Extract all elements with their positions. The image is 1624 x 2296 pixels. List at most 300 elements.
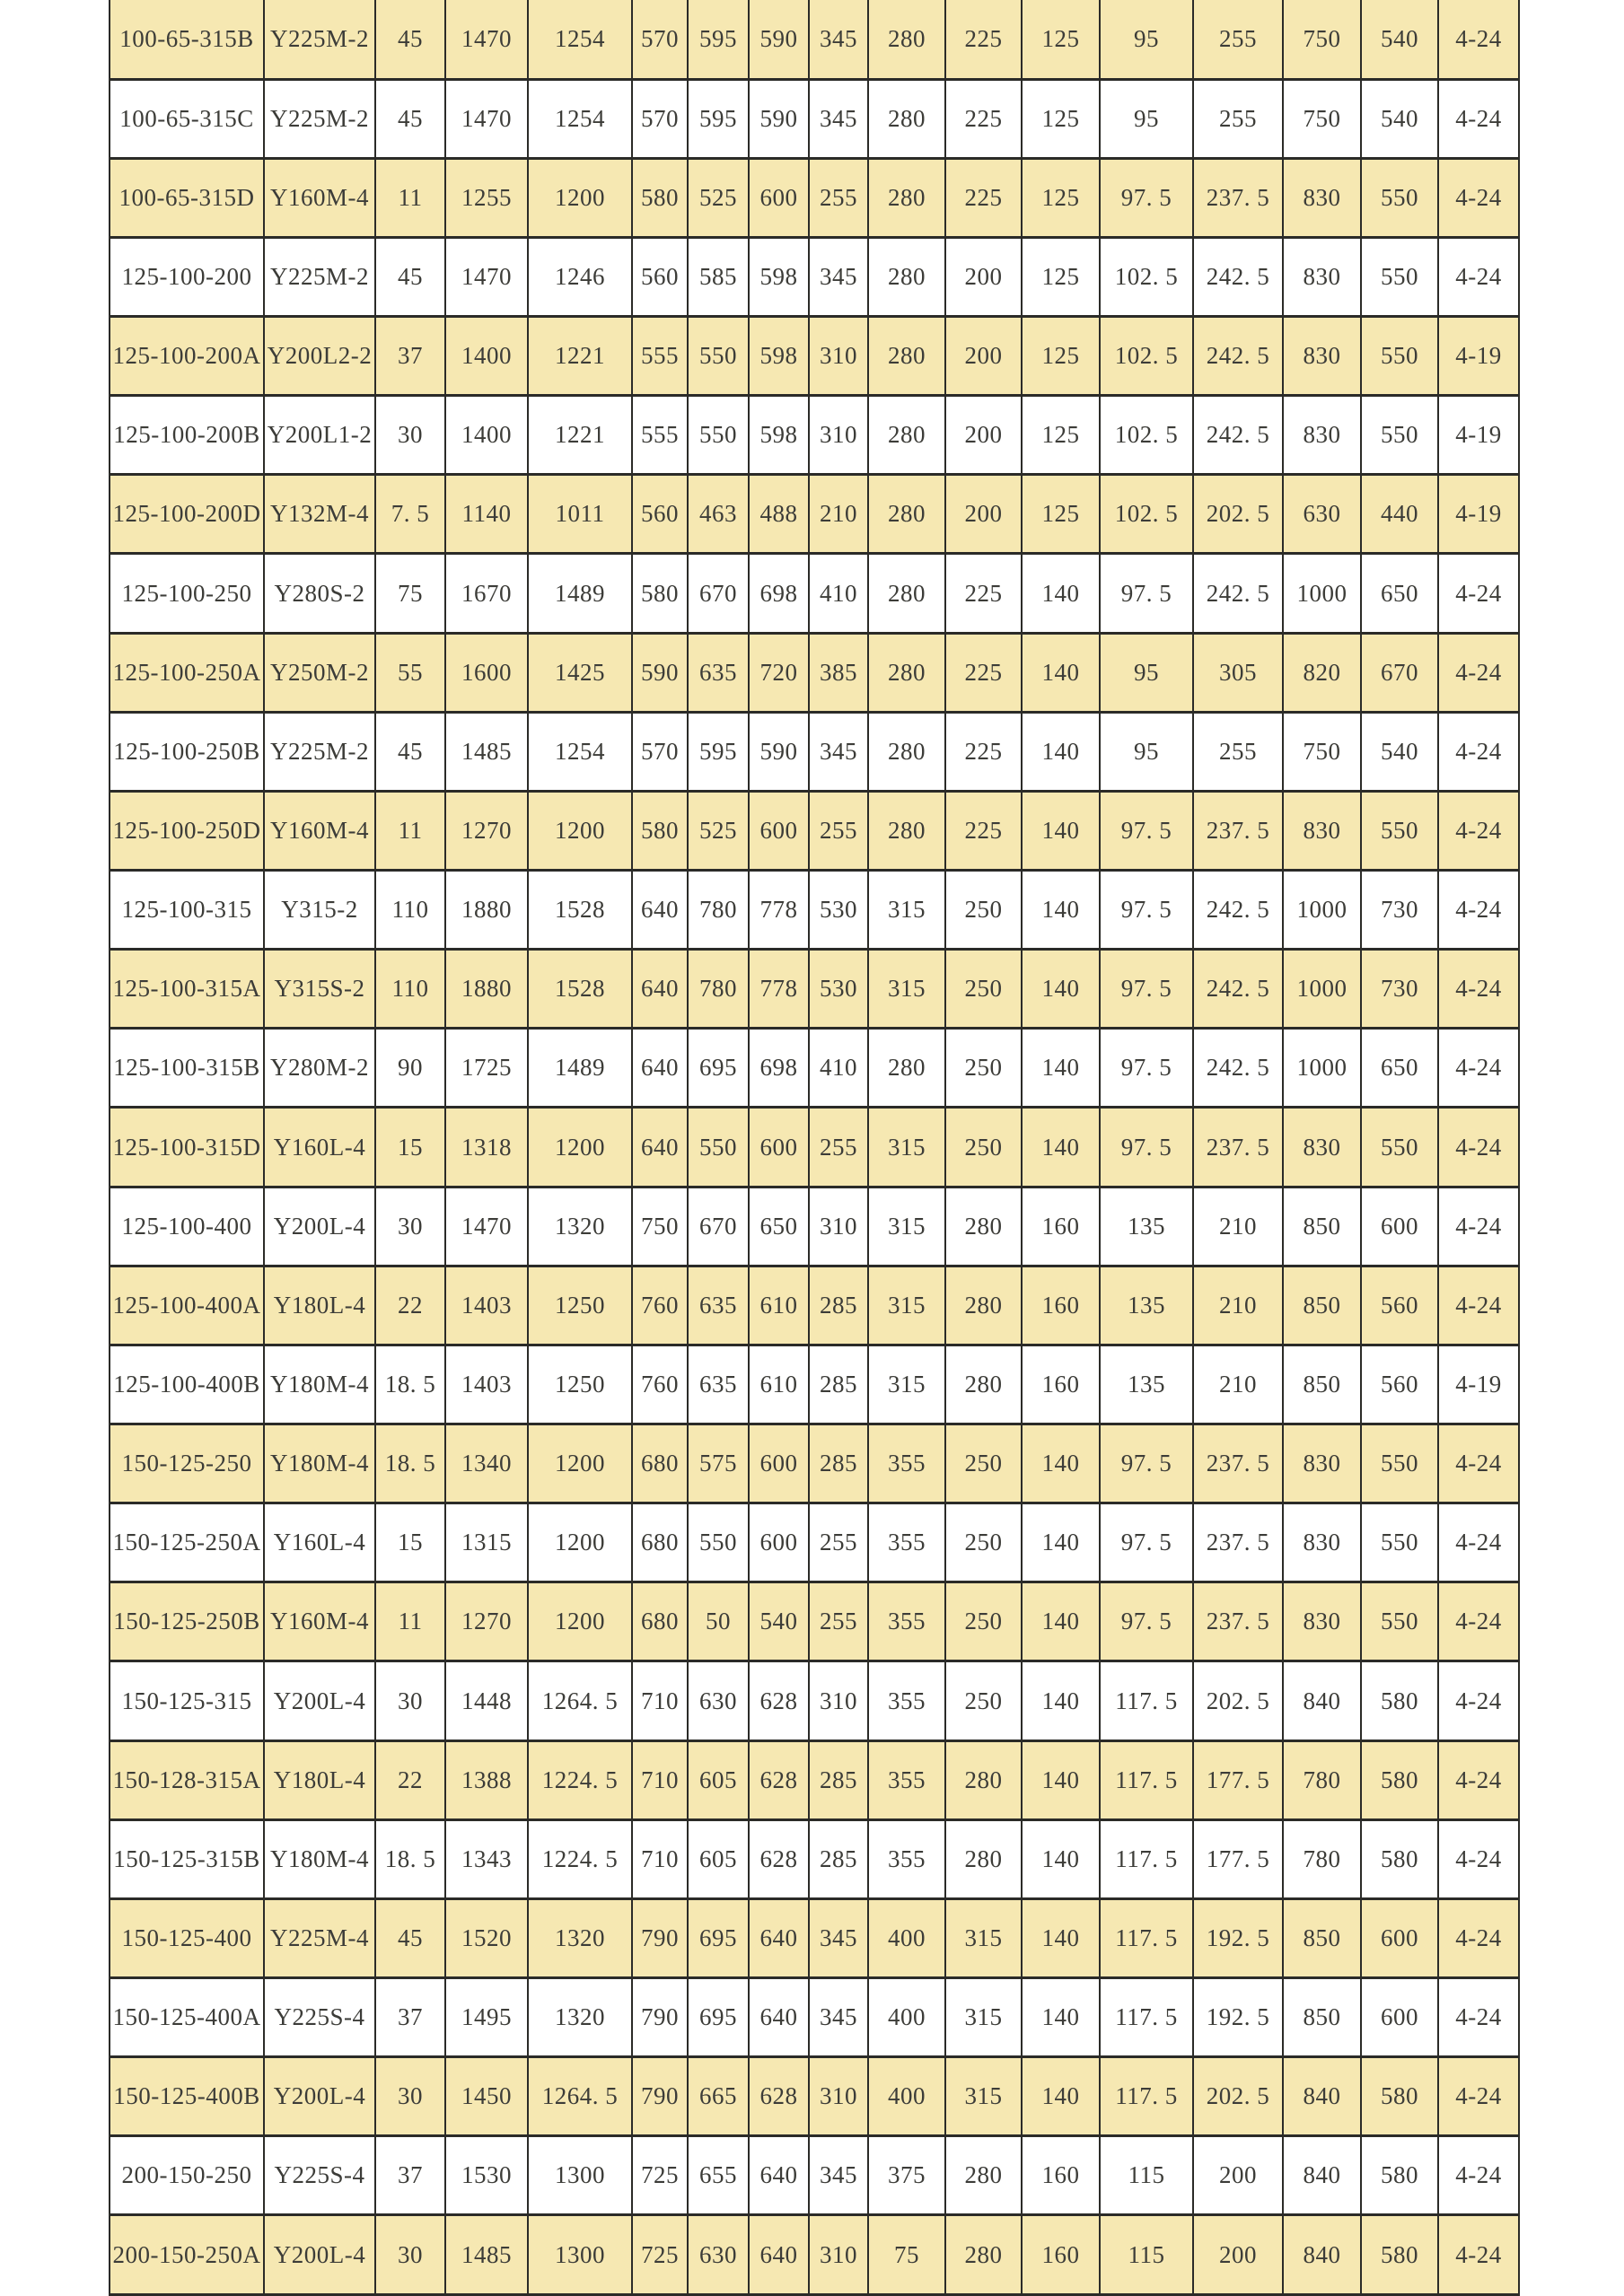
table-cell: Y225M-2	[264, 0, 375, 79]
table-cell: 1403	[445, 1266, 528, 1345]
table-cell: 250	[945, 1503, 1022, 1582]
table-cell: 4-24	[1438, 1424, 1519, 1503]
table-cell: 1270	[445, 1582, 528, 1661]
table-cell: 285	[809, 1819, 868, 1898]
table-cell: 237. 5	[1193, 158, 1283, 237]
table-cell: 150-125-250B	[110, 1582, 264, 1661]
table-cell: 1246	[528, 237, 632, 316]
table-cell: 192. 5	[1193, 1978, 1283, 2057]
table-cell: 285	[809, 1345, 868, 1424]
table-cell: 315	[945, 2057, 1022, 2136]
table-cell: 4-24	[1438, 554, 1519, 633]
table-cell: 280	[868, 237, 945, 316]
table-cell: 305	[1193, 633, 1283, 712]
table-cell: 125-100-250B	[110, 712, 264, 791]
table-cell: 1200	[528, 1503, 632, 1582]
table-row	[110, 1108, 1519, 1187]
table-cell: 598	[749, 317, 809, 396]
table-cell: 4-24	[1438, 1978, 1519, 2057]
table-cell: 1495	[445, 1978, 528, 2057]
table-cell: 140	[1022, 1819, 1100, 1898]
table-cell: 225	[945, 633, 1022, 712]
table-cell: 580	[1361, 2136, 1438, 2215]
table-cell: 1470	[445, 79, 528, 158]
table-cell: 7. 5	[375, 475, 445, 554]
table-cell: 4-24	[1438, 1029, 1519, 1108]
table-cell: 600	[1361, 1978, 1438, 2057]
table-cell: Y315-2	[264, 871, 375, 950]
table-cell: 830	[1283, 791, 1361, 870]
table-cell: 1320	[528, 1187, 632, 1266]
table-cell: 255	[809, 158, 868, 237]
table-cell: 280	[868, 158, 945, 237]
table-cell: 255	[1193, 79, 1283, 158]
table-cell: 255	[1193, 0, 1283, 79]
table-cell: 560	[1361, 1266, 1438, 1345]
table-cell: 200	[945, 396, 1022, 475]
table-cell: 225	[945, 158, 1022, 237]
table-cell: 790	[632, 1898, 688, 1977]
table-cell: 540	[1361, 79, 1438, 158]
table-cell: 280	[945, 2215, 1022, 2295]
table-cell: 242. 5	[1193, 1029, 1283, 1108]
table-row	[110, 950, 1519, 1029]
table-row	[110, 1266, 1519, 1345]
table-cell: 1400	[445, 317, 528, 396]
table-cell: 1388	[445, 1740, 528, 1819]
table-cell: 560	[632, 475, 688, 554]
table-cell: 200	[945, 317, 1022, 396]
table-cell: 1254	[528, 712, 632, 791]
table-cell: 315	[868, 1187, 945, 1266]
table-cell: 600	[749, 1424, 809, 1503]
table-cell: 605	[688, 1819, 749, 1898]
table-cell: 255	[809, 1108, 868, 1187]
table-cell: 200	[1193, 2136, 1283, 2215]
table-cell: 177. 5	[1193, 1819, 1283, 1898]
table-cell: 850	[1283, 1266, 1361, 1345]
table-cell: 1254	[528, 0, 632, 79]
table-cell: Y280S-2	[264, 554, 375, 633]
table-cell: 1318	[445, 1108, 528, 1187]
table-cell: 250	[945, 871, 1022, 950]
table-cell: 250	[945, 1582, 1022, 1661]
table-cell: 650	[749, 1187, 809, 1266]
table-cell: 830	[1283, 1582, 1361, 1661]
table-cell: Y225S-4	[264, 2136, 375, 2215]
table-cell: 540	[749, 1582, 809, 1661]
table-cell: Y160L-4	[264, 1108, 375, 1187]
table-row	[110, 475, 1519, 554]
table-cell: 4-24	[1438, 871, 1519, 950]
table-cell: 242. 5	[1193, 317, 1283, 396]
table-cell: 15	[375, 1503, 445, 1582]
table-cell: 150-125-315B	[110, 1819, 264, 1898]
table-cell: 355	[868, 1819, 945, 1898]
table-cell: Y200L-4	[264, 1661, 375, 1740]
table-cell: 140	[1022, 554, 1100, 633]
table-cell: Y200L-4	[264, 2057, 375, 2136]
table-cell: 640	[749, 1978, 809, 2057]
table-cell: 125	[1022, 317, 1100, 396]
table-row	[110, 712, 1519, 791]
table-cell: 550	[1361, 396, 1438, 475]
table-cell: 225	[945, 791, 1022, 870]
table-cell: 140	[1022, 1029, 1100, 1108]
table-cell: 630	[688, 1661, 749, 1740]
table-cell: 640	[749, 1898, 809, 1977]
table-cell: 45	[375, 79, 445, 158]
table-cell: 698	[749, 1029, 809, 1108]
table-cell: 285	[809, 1424, 868, 1503]
table-cell: 125-100-250A	[110, 633, 264, 712]
table-cell: 4-24	[1438, 1503, 1519, 1582]
table-row	[110, 2136, 1519, 2215]
pump-spec-table	[109, 0, 1520, 2296]
table-cell: 590	[632, 633, 688, 712]
table-cell: 1320	[528, 1978, 632, 2057]
table-cell: 605	[688, 1740, 749, 1819]
table-cell: 590	[749, 79, 809, 158]
table-cell: Y160M-4	[264, 158, 375, 237]
table-cell: 102. 5	[1100, 475, 1193, 554]
table-cell: 595	[688, 79, 749, 158]
table-cell: 670	[688, 554, 749, 633]
table-row	[110, 1978, 1519, 2057]
table-cell: 1340	[445, 1424, 528, 1503]
table-cell: 315	[868, 1108, 945, 1187]
table-cell: 4-24	[1438, 791, 1519, 870]
table-cell: 237. 5	[1193, 791, 1283, 870]
table-cell: 650	[1361, 554, 1438, 633]
table-cell: 550	[688, 317, 749, 396]
table-cell: 242. 5	[1193, 237, 1283, 316]
table-cell: 698	[749, 554, 809, 633]
table-cell: 1300	[528, 2215, 632, 2295]
table-cell: 1470	[445, 0, 528, 79]
table-cell: 550	[1361, 1108, 1438, 1187]
table-cell: 640	[632, 1108, 688, 1187]
table-cell: 117. 5	[1100, 1978, 1193, 2057]
table-cell: Y225M-2	[264, 712, 375, 791]
table-cell: 90	[375, 1029, 445, 1108]
table-cell: 840	[1283, 2057, 1361, 2136]
table-cell: 695	[688, 1978, 749, 2057]
table-cell: 780	[688, 950, 749, 1029]
table-cell: 4-24	[1438, 1108, 1519, 1187]
table-cell: 1485	[445, 712, 528, 791]
table-cell: 1200	[528, 1108, 632, 1187]
table-cell: 1011	[528, 475, 632, 554]
table-cell: 665	[688, 2057, 749, 2136]
table-cell: 840	[1283, 2215, 1361, 2295]
table-cell: 1725	[445, 1029, 528, 1108]
table-cell: 1400	[445, 396, 528, 475]
table-cell: 780	[688, 871, 749, 950]
table-cell: 550	[1361, 317, 1438, 396]
table-cell: 125-100-200A	[110, 317, 264, 396]
table-cell: 11	[375, 1582, 445, 1661]
table-cell: 100-65-315D	[110, 158, 264, 237]
table-cell: 580	[1361, 1819, 1438, 1898]
table-cell: 345	[809, 1898, 868, 1977]
table-cell: 135	[1100, 1266, 1193, 1345]
table-cell: 488	[749, 475, 809, 554]
table-cell: 550	[1361, 158, 1438, 237]
table-cell: 140	[1022, 791, 1100, 870]
table-cell: 1880	[445, 950, 528, 1029]
table-cell: 635	[688, 633, 749, 712]
table-cell: 830	[1283, 317, 1361, 396]
table-cell: 4-24	[1438, 2136, 1519, 2215]
table-cell: 11	[375, 791, 445, 870]
table-cell: 37	[375, 317, 445, 396]
table-cell: 97. 5	[1100, 1424, 1193, 1503]
table-cell: 1000	[1283, 1029, 1361, 1108]
table-row	[110, 633, 1519, 712]
table-cell: 575	[688, 1424, 749, 1503]
table-cell: 242. 5	[1193, 950, 1283, 1029]
table-cell: 125-100-315A	[110, 950, 264, 1029]
table-cell: 280	[868, 791, 945, 870]
table-cell: 150-125-400	[110, 1898, 264, 1977]
table-cell: 30	[375, 396, 445, 475]
table-cell: 315	[945, 1898, 1022, 1977]
table-cell: 97. 5	[1100, 871, 1193, 950]
table-cell: Y250M-2	[264, 633, 375, 712]
table-cell: 655	[688, 2136, 749, 2215]
table-cell: 600	[1361, 1898, 1438, 1977]
table-cell: 310	[809, 1661, 868, 1740]
table-cell: 97. 5	[1100, 554, 1193, 633]
table-cell: 200	[945, 475, 1022, 554]
table-row	[110, 396, 1519, 475]
table-cell: 150-125-400A	[110, 1978, 264, 2057]
table-cell: 4-24	[1438, 1898, 1519, 1977]
table-cell: 1470	[445, 1187, 528, 1266]
table-cell: 628	[749, 1819, 809, 1898]
table-cell: 11	[375, 158, 445, 237]
table-cell: 95	[1100, 79, 1193, 158]
table-cell: 355	[868, 1503, 945, 1582]
table-cell: 280	[868, 1029, 945, 1108]
table-cell: 1200	[528, 1582, 632, 1661]
table-cell: 255	[1193, 712, 1283, 791]
table-cell: 820	[1283, 633, 1361, 712]
table-cell: 830	[1283, 1503, 1361, 1582]
table-cell: 1221	[528, 396, 632, 475]
table-cell: 1200	[528, 158, 632, 237]
table-cell: 117. 5	[1100, 1740, 1193, 1819]
table-cell: 1250	[528, 1266, 632, 1345]
table-cell: 18. 5	[375, 1819, 445, 1898]
table-row	[110, 317, 1519, 396]
table-cell: 4-24	[1438, 712, 1519, 791]
table-cell: 310	[809, 317, 868, 396]
table-cell: 725	[632, 2215, 688, 2295]
table-cell: 4-24	[1438, 1740, 1519, 1819]
table-cell: 635	[688, 1266, 749, 1345]
table-cell: 1000	[1283, 950, 1361, 1029]
table-row	[110, 1187, 1519, 1266]
table-cell: 640	[632, 871, 688, 950]
table-cell: 102. 5	[1100, 237, 1193, 316]
table-cell: 237. 5	[1193, 1582, 1283, 1661]
table-cell: 125-100-315	[110, 871, 264, 950]
table-cell: 540	[1361, 712, 1438, 791]
table-cell: 530	[809, 950, 868, 1029]
table-cell: 630	[1283, 475, 1361, 554]
table-cell: 1270	[445, 791, 528, 870]
table-cell: 177. 5	[1193, 1740, 1283, 1819]
table-cell: 345	[809, 2136, 868, 2215]
table-cell: 600	[749, 1108, 809, 1187]
table-cell: 45	[375, 0, 445, 79]
table-cell: 850	[1283, 1978, 1361, 2057]
table-cell: 550	[688, 1108, 749, 1187]
table-cell: 850	[1283, 1187, 1361, 1266]
table-cell: 780	[1283, 1740, 1361, 1819]
table-cell: 555	[632, 396, 688, 475]
table-row	[110, 1582, 1519, 1661]
table-cell: 650	[1361, 1029, 1438, 1108]
table-cell: 550	[1361, 1424, 1438, 1503]
table-cell: 410	[809, 1029, 868, 1108]
table-cell: 45	[375, 712, 445, 791]
table-cell: 22	[375, 1266, 445, 1345]
table-cell: Y180L-4	[264, 1740, 375, 1819]
table-cell: 225	[945, 0, 1022, 79]
table-cell: 97. 5	[1100, 950, 1193, 1029]
table-cell: 600	[749, 1503, 809, 1582]
table-cell: 125-100-400A	[110, 1266, 264, 1345]
table-cell: 778	[749, 950, 809, 1029]
table-cell: 628	[749, 1661, 809, 1740]
table-cell: 600	[749, 791, 809, 870]
table-cell: 150-125-250A	[110, 1503, 264, 1582]
table-cell: 135	[1100, 1345, 1193, 1424]
table-cell: 140	[1022, 1108, 1100, 1187]
pump-table-body	[110, 0, 1519, 2295]
table-cell: 670	[1361, 633, 1438, 712]
table-cell: 570	[632, 712, 688, 791]
table-cell: 580	[1361, 2215, 1438, 2295]
table-cell: 355	[868, 1582, 945, 1661]
table-cell: 830	[1283, 396, 1361, 475]
table-cell: Y225S-4	[264, 1978, 375, 2057]
table-cell: 100-65-315C	[110, 79, 264, 158]
table-cell: 790	[632, 1978, 688, 2057]
table-cell: 695	[688, 1898, 749, 1977]
table-cell: 285	[809, 1740, 868, 1819]
table-cell: 110	[375, 950, 445, 1029]
table-cell: 255	[809, 791, 868, 870]
table-row	[110, 791, 1519, 870]
table-cell: 355	[868, 1661, 945, 1740]
table-cell: 280	[868, 633, 945, 712]
table-cell: 102. 5	[1100, 317, 1193, 396]
table-cell: 560	[632, 237, 688, 316]
table-cell: 598	[749, 396, 809, 475]
table-cell: 695	[688, 1029, 749, 1108]
table-cell: 225	[945, 712, 1022, 791]
table-cell: 97. 5	[1100, 158, 1193, 237]
table-cell: 580	[1361, 1740, 1438, 1819]
table-cell: 210	[1193, 1266, 1283, 1345]
table-cell: 255	[809, 1503, 868, 1582]
table-cell: 400	[868, 1978, 945, 2057]
table-cell: Y180M-4	[264, 1345, 375, 1424]
table-cell: 30	[375, 2057, 445, 2136]
table-cell: 125-100-250	[110, 554, 264, 633]
table-cell: 570	[632, 0, 688, 79]
table-cell: 4-24	[1438, 1266, 1519, 1345]
table-cell: 125	[1022, 158, 1100, 237]
table-cell: 550	[1361, 237, 1438, 316]
table-cell: 280	[945, 1187, 1022, 1266]
table-cell: 280	[868, 317, 945, 396]
table-cell: 385	[809, 633, 868, 712]
table-cell: 18. 5	[375, 1345, 445, 1424]
table-cell: Y225M-2	[264, 237, 375, 316]
table-cell: 1489	[528, 554, 632, 633]
table-cell: 345	[809, 237, 868, 316]
table-cell: 4-19	[1438, 475, 1519, 554]
table-cell: 250	[945, 1029, 1022, 1108]
table-cell: 140	[1022, 633, 1100, 712]
table-cell: 640	[749, 2136, 809, 2215]
table-cell: 125	[1022, 475, 1100, 554]
table-cell: 210	[1193, 1187, 1283, 1266]
table-cell: 1600	[445, 633, 528, 712]
table-cell: Y160L-4	[264, 1503, 375, 1582]
table-cell: 200	[1193, 2215, 1283, 2295]
table-cell: 580	[632, 158, 688, 237]
table-cell: 570	[632, 79, 688, 158]
table-row	[110, 1740, 1519, 1819]
table-cell: 1000	[1283, 554, 1361, 633]
table-cell: 1343	[445, 1819, 528, 1898]
table-cell: 1254	[528, 79, 632, 158]
table-cell: 150-125-250	[110, 1424, 264, 1503]
table-cell: 280	[868, 475, 945, 554]
table-cell: 125-100-400B	[110, 1345, 264, 1424]
table-cell: Y160M-4	[264, 791, 375, 870]
table-cell: 730	[1361, 871, 1438, 950]
table-cell: 115	[1100, 2136, 1193, 2215]
table-cell: 720	[749, 633, 809, 712]
table-cell: 580	[632, 791, 688, 870]
table-cell: 150-128-315A	[110, 1740, 264, 1819]
table-cell: 37	[375, 1978, 445, 2057]
table-cell: 242. 5	[1193, 871, 1283, 950]
table-cell: 550	[1361, 1503, 1438, 1582]
table-cell: 550	[688, 396, 749, 475]
table-cell: 410	[809, 554, 868, 633]
table-cell: 598	[749, 237, 809, 316]
table-cell: 1320	[528, 1898, 632, 1977]
table-cell: 110	[375, 871, 445, 950]
table-cell: Y160M-4	[264, 1582, 375, 1661]
table-cell: 590	[749, 712, 809, 791]
table-cell: 1264. 5	[528, 1661, 632, 1740]
table-row	[110, 1819, 1519, 1898]
table-cell: 610	[749, 1266, 809, 1345]
table-cell: 97. 5	[1100, 1582, 1193, 1661]
table-cell: 525	[688, 158, 749, 237]
table-cell: 345	[809, 712, 868, 791]
table-cell: 1489	[528, 1029, 632, 1108]
